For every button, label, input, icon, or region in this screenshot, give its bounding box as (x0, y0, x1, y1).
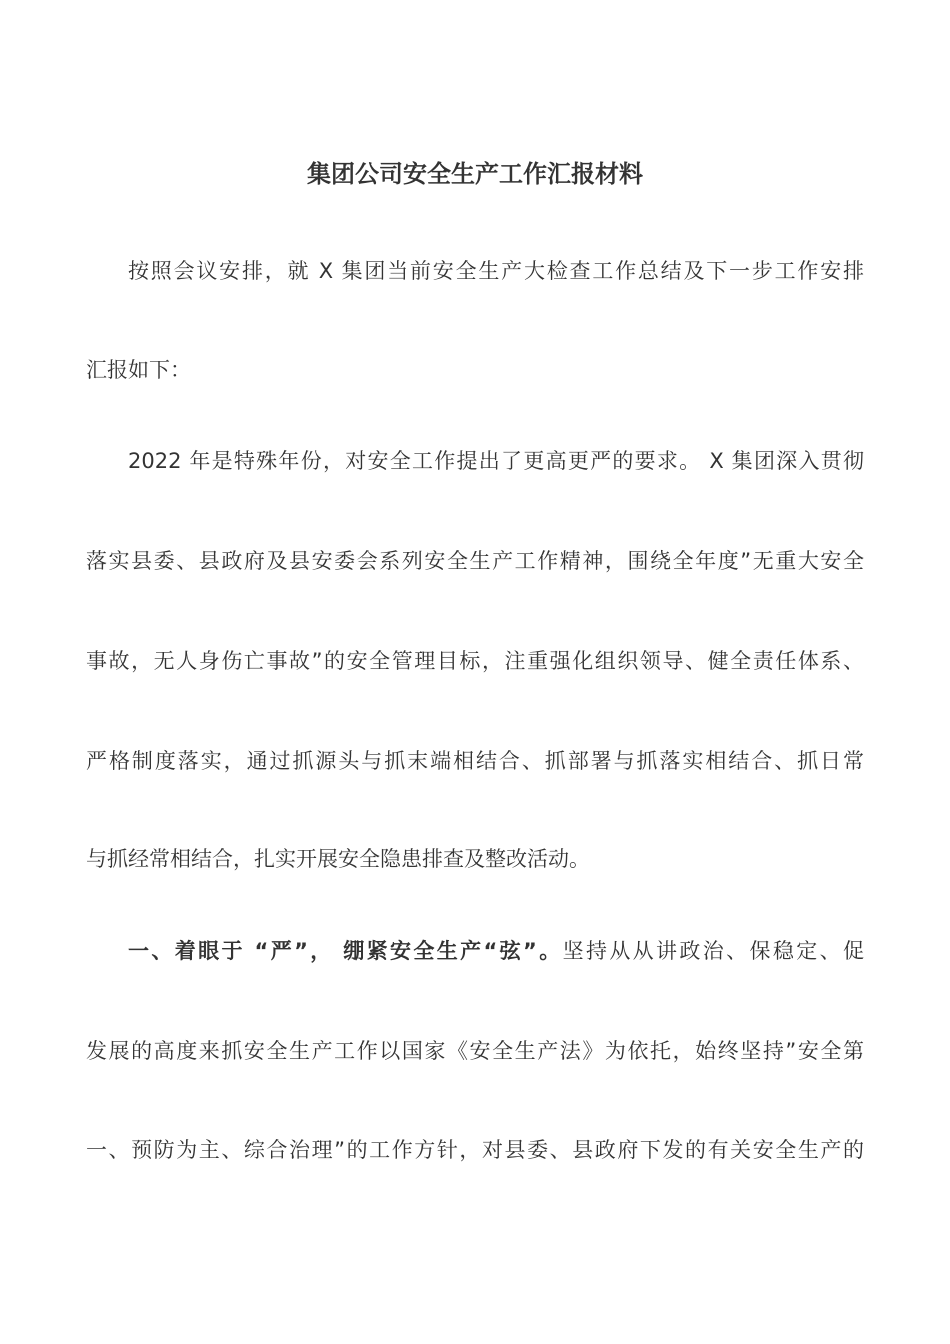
paragraph-2-line-1: 2022 年是特殊年份，对安全工作提出了更高更严的要求。 X 集团深入贯彻 (128, 449, 864, 473)
paragraph-3-line-1 (128, 936, 864, 966)
paragraph-3-line-1-text: 坚持从从讲政治、保稳定、促 (562, 939, 865, 963)
paragraph-1-line-1: 按照会议安排，就 X 集团当前安全生产大检查工作总结及下一步工作安排 (128, 259, 864, 283)
paragraph-1-line-2: 汇报如下： (86, 358, 191, 382)
paragraph-3-line-2: 发展的高度来抓安全生产工作以国家《安全生产法》为依托，始终坚持”安全第 (86, 1039, 864, 1063)
paragraph-2-line-2: 落实县委、县政府及县安委会系列安全生产工作精神，围绕全年度”无重大安全 (86, 549, 864, 573)
paragraph-2-line-3: 事故，无人身伤亡事故”的安全管理目标，注重强化组织领导、健全责任体系、 (86, 649, 864, 673)
paragraph-2-line-4: 严格制度落实，通过抓源头与抓末端相结合、抓部署与抓落实相结合、抓日常 (86, 749, 864, 773)
document-title: 集团公司安全生产工作汇报材料 (307, 160, 643, 188)
paragraph-3-line-3: 一、预防为主、综合治理”的工作方针，对县委、县政府下发的有关安全生产的 (86, 1138, 864, 1162)
section-heading: 一、着眼于 “严”， 绷紧安全生产“弦”。 (128, 939, 563, 963)
paragraph-2-line-5: 与抓经常相结合，扎实开展安全隐患排查及整改活动。 (86, 847, 590, 871)
